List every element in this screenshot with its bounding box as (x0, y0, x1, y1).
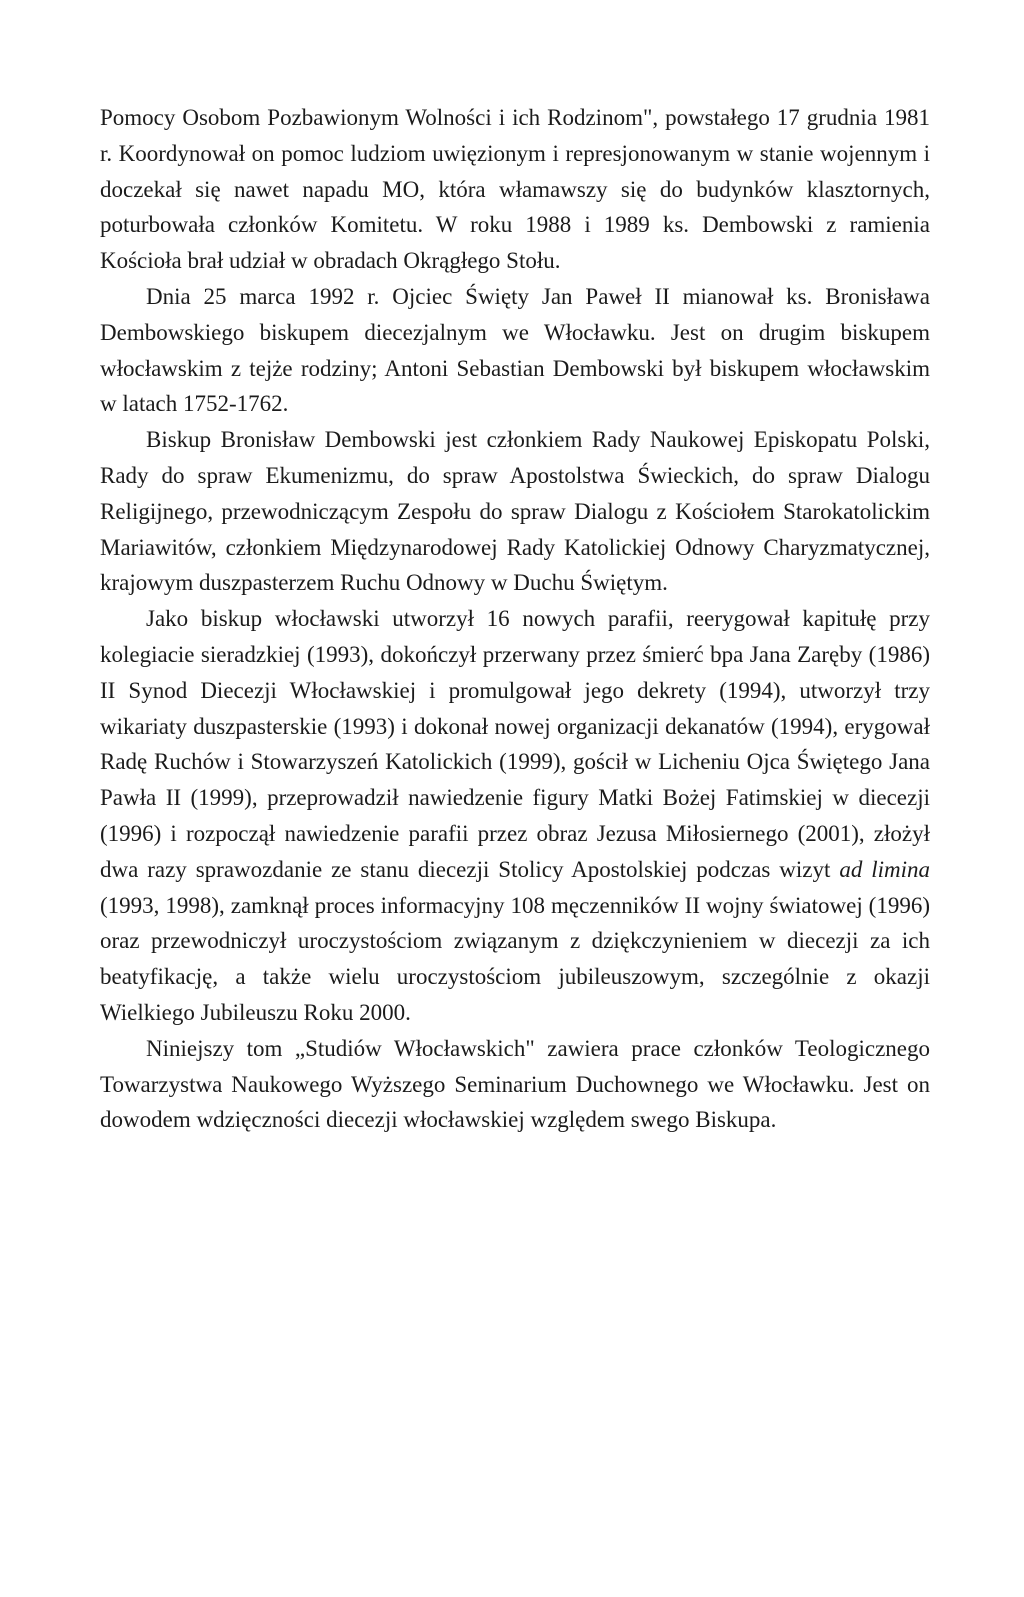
paragraph-memberships: Biskup Bronisław Dembowski jest członkiem Rady Naukowej Episkopatu Polski, Rady do spraw Ekumenizmu, do spraw Apostolstwa Świeckich, do spraw Dialogu Religijnego, przewodniczącym Zespołu do spraw Dialogu z Kościołem Starokatolickim Mariawitów, członkiem Międzynarodowej Rady Katolickiej Odnowy Charyzmatycznej, krajowym duszpasterzem Ruchu Odnowy w Duchu Świętym. (100, 427, 930, 596)
achievements-text-before: Jako biskup włocławski utworzył 16 nowych parafii, reerygował kapitułę przy kolegiacie sieradzkiej (1993), dokończył przerwany przez śmierć bpa Jana Zaręby (1986) II Synod Diecezji Włocławskiej i promulgował jego dekrety (1994), utworzył trzy wikariaty duszpasterskie (1993) i dokonał nowej organizacji dekanatów (1994), erygował Radę Ruchów i Stowarzyszeń Katolickich (1999), gościł w Licheniu Ojca Świętego Jana Pawła II (1999), przeprowadził nawiedzenie figury Matki Bożej Fatimskiej w diecezji (1996) i rozpoczął nawiedzenie parafii przez obraz Jezusa Miłosiernego (2001), złożył dwa razy sprawozdanie ze stanu diecezji Stolicy Apostolskiej podczas wizyt (100, 606, 930, 882)
paragraph-appointment: Dnia 25 marca 1992 r. Ojciec Święty Jan Paweł II mianował ks. Bronisława Dembowskiego biskupem diecezjalnym we Włocławku. Jest on drugim biskupem włocławskim z tejże rodziny; Antoni Sebastian Dembowski był biskupem włocławskim w latach 1752-1762. (100, 283, 930, 417)
ad-limina-italic: ad limina (839, 856, 931, 882)
paragraph-volume-dedication: Niniejszy tom „Studiów Włocławskich" zawiera prace członków Teologicznego Towarzystwa Naukowego Wyższego Seminarium Duchownego we Włocławku. Jest on dowodem wdzięczności diecezji włocławskiej względem swego Biskupa. (100, 1035, 930, 1133)
achievements-text-after: (1993, 1998), zamknął proces informacyjny 108 męczenników II wojny światowej (1996) oraz przewodniczył uroczystościom związanym z dziękczynieniem w diecezji za ich beatyfikację, a także wielu uroczystościom jubileuszowym, szczególnie z okazji Wielkiego Jubileuszu Roku 2000. (100, 892, 930, 1025)
body-text (100, 100, 930, 1138)
paragraph-continuation: Pomocy Osobom Pozbawionym Wolności i ich Rodzinom", powstałego 17 grudnia 1981 r. Koordynował on pomoc ludziom uwięzionym i represjonowanym w stanie wojennym i doczekał się nawet napadu MO, która włamawszy się do budynków klasztornych, poturbowała członków Komitetu. W roku 1988 i 1989 ks. Dembowski z ramienia Kościoła brał udział w obradach Okrągłego Stołu. (100, 105, 930, 274)
paragraph-achievements (100, 601, 930, 1031)
